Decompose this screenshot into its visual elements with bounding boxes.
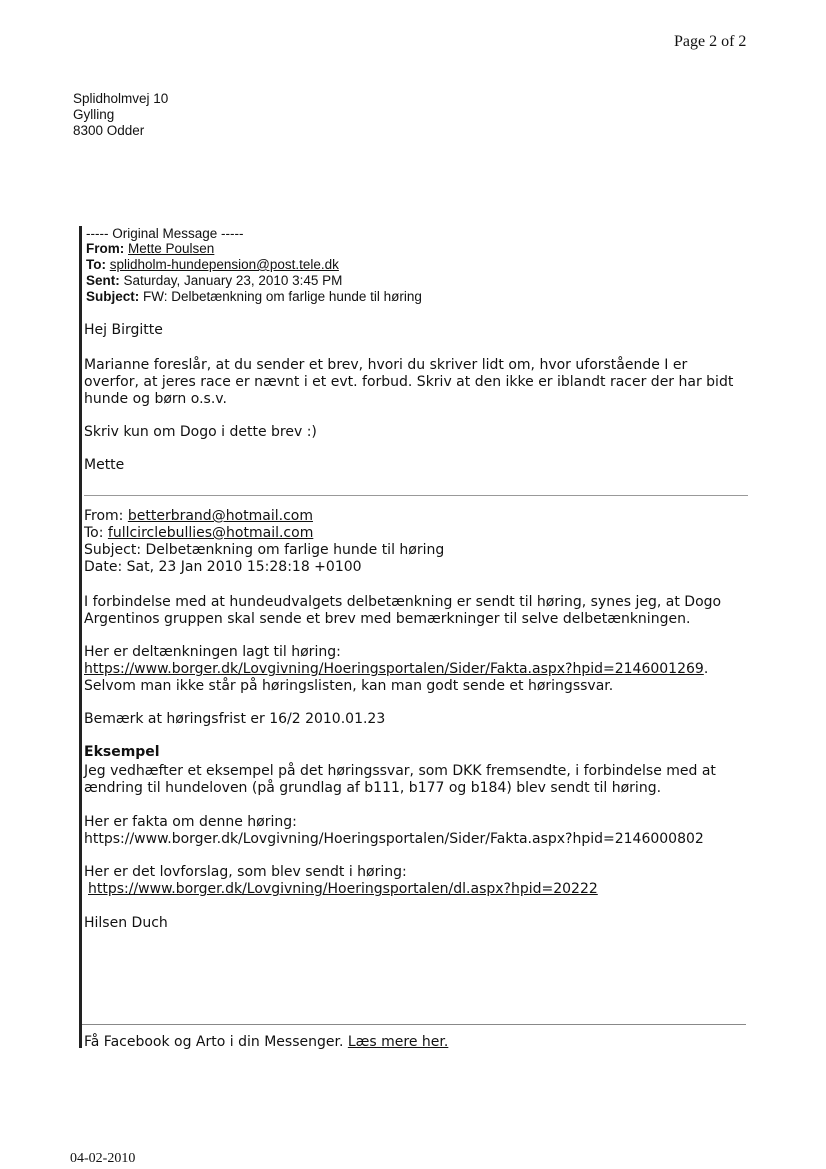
forwarded-subject: Subject: Delbetænkning om farlige hunde til høring	[84, 542, 445, 558]
closing: Hilsen Duch	[84, 915, 168, 931]
message2-para2-line3: Selvom man ikke står på høringslisten, kan man godt sende et høringssvar.	[84, 678, 614, 694]
sent-value: Saturday, January 23, 2010 3:45 PM	[123, 273, 343, 288]
forwarded-from-line	[84, 508, 313, 524]
fakta-url: https://www.borger.dk/Lovgivning/Hoeringsportalen/Sider/Fakta.aspx?hpid=2146000802	[84, 831, 704, 847]
lovforslag-link-text[interactable]: https://www.borger.dk/Lovgivning/Hoeringsportalen/dl.aspx?hpid=20222	[88, 881, 598, 897]
to-line	[86, 257, 339, 273]
sent-label: Sent:	[86, 273, 120, 288]
footer-ad-text: Få Facebook og Arto i din Messenger.	[84, 1034, 348, 1050]
message2-para1-line2: Argentinos gruppen skal sende et brev med bemærkninger til selve delbetænkningen.	[84, 611, 691, 627]
message2-para3: Bemærk at høringsfrist er 16/2 2010.01.23	[84, 711, 386, 727]
from-sender-link[interactable]: Mette Poulsen	[128, 241, 215, 256]
divider	[84, 495, 748, 496]
message1-signoff: Mette	[84, 457, 125, 473]
footer-divider	[82, 1024, 746, 1025]
forwarded-date: Date: Sat, 23 Jan 2010 15:28:18 +0100	[84, 559, 362, 575]
message1-para1-line1: Marianne foreslår, at du sender et brev, hvori du skriver lidt om, hvor uforstående I er	[84, 357, 688, 373]
subject-line	[86, 289, 422, 305]
message2-para4-line2: ændring til hundeloven (på grundlag af b111, b177 og b184) blev sendt til høring.	[84, 780, 662, 796]
address-postal: 8300 Odder	[73, 123, 145, 138]
sent-line	[86, 273, 342, 289]
from-label: From:	[86, 241, 125, 256]
address-street: Splidholmvej 10	[73, 91, 169, 106]
subject-value: FW: Delbetænkning om farlige hunde til høring	[143, 289, 422, 304]
message1-para1-line2: overfor, at jeres race er nævnt i et evt. forbud. Skriv at den ikke er iblandt racer der har bidt	[84, 374, 734, 390]
scan-date: 04-02-2010	[70, 1151, 136, 1166]
address-town: Gylling	[73, 107, 115, 122]
delbetaenkning-link[interactable]: https://www.borger.dk/Lovgivning/Hoeringsportalen/Sider/Fakta.aspx?hpid=2146001269	[84, 661, 704, 677]
message2-para1-line1: I forbindelse med at hundeudvalgets delbetænkning er sendt til høring, synes jeg, at Dogo	[84, 594, 722, 610]
read-more-link[interactable]: Læs mere her.	[347, 1034, 449, 1050]
page-number: Page 2 of 2	[674, 33, 747, 50]
message1-para2: Skriv kun om Dogo i dette brev :)	[84, 424, 317, 440]
period: .	[703, 661, 709, 677]
message2-para2-intro: Her er deltænkningen lagt til høring:	[84, 644, 341, 660]
subject-label: Subject:	[86, 289, 140, 304]
example-heading: Eksempel	[84, 744, 160, 760]
forwarded-to-link[interactable]: fullcirclebullies@hotmail.com	[107, 525, 314, 541]
forwarded-from-link[interactable]: betterbrand@hotmail.com	[127, 508, 313, 524]
message2-para4-line1: Jeg vedhæfter et eksempel på det høringssvar, som DKK fremsendte, i forbindelse med at	[84, 763, 716, 779]
original-message-header: ----- Original Message -----	[86, 226, 244, 241]
forwarded-from-label: From:	[84, 508, 128, 524]
forwarded-to-line	[84, 525, 313, 541]
message2-para6-intro: Her er det lovforslag, som blev sendt i høring:	[84, 864, 407, 880]
greeting: Hej Birgitte	[84, 322, 163, 338]
message2-para2-link-line	[84, 661, 708, 677]
footer-ad	[84, 1034, 448, 1050]
forwarded-to-label: To:	[84, 525, 108, 541]
to-label: To:	[86, 257, 106, 272]
message2-para5-intro: Her er fakta om denne høring:	[84, 814, 297, 830]
from-line	[86, 241, 214, 257]
lovforslag-link[interactable]	[88, 881, 598, 897]
message1-para1-line3: hunde og børn o.s.v.	[84, 391, 227, 407]
to-recipient-link[interactable]: splidholm-hundepension@post.tele.dk	[109, 257, 339, 272]
quote-bar	[79, 226, 82, 1048]
